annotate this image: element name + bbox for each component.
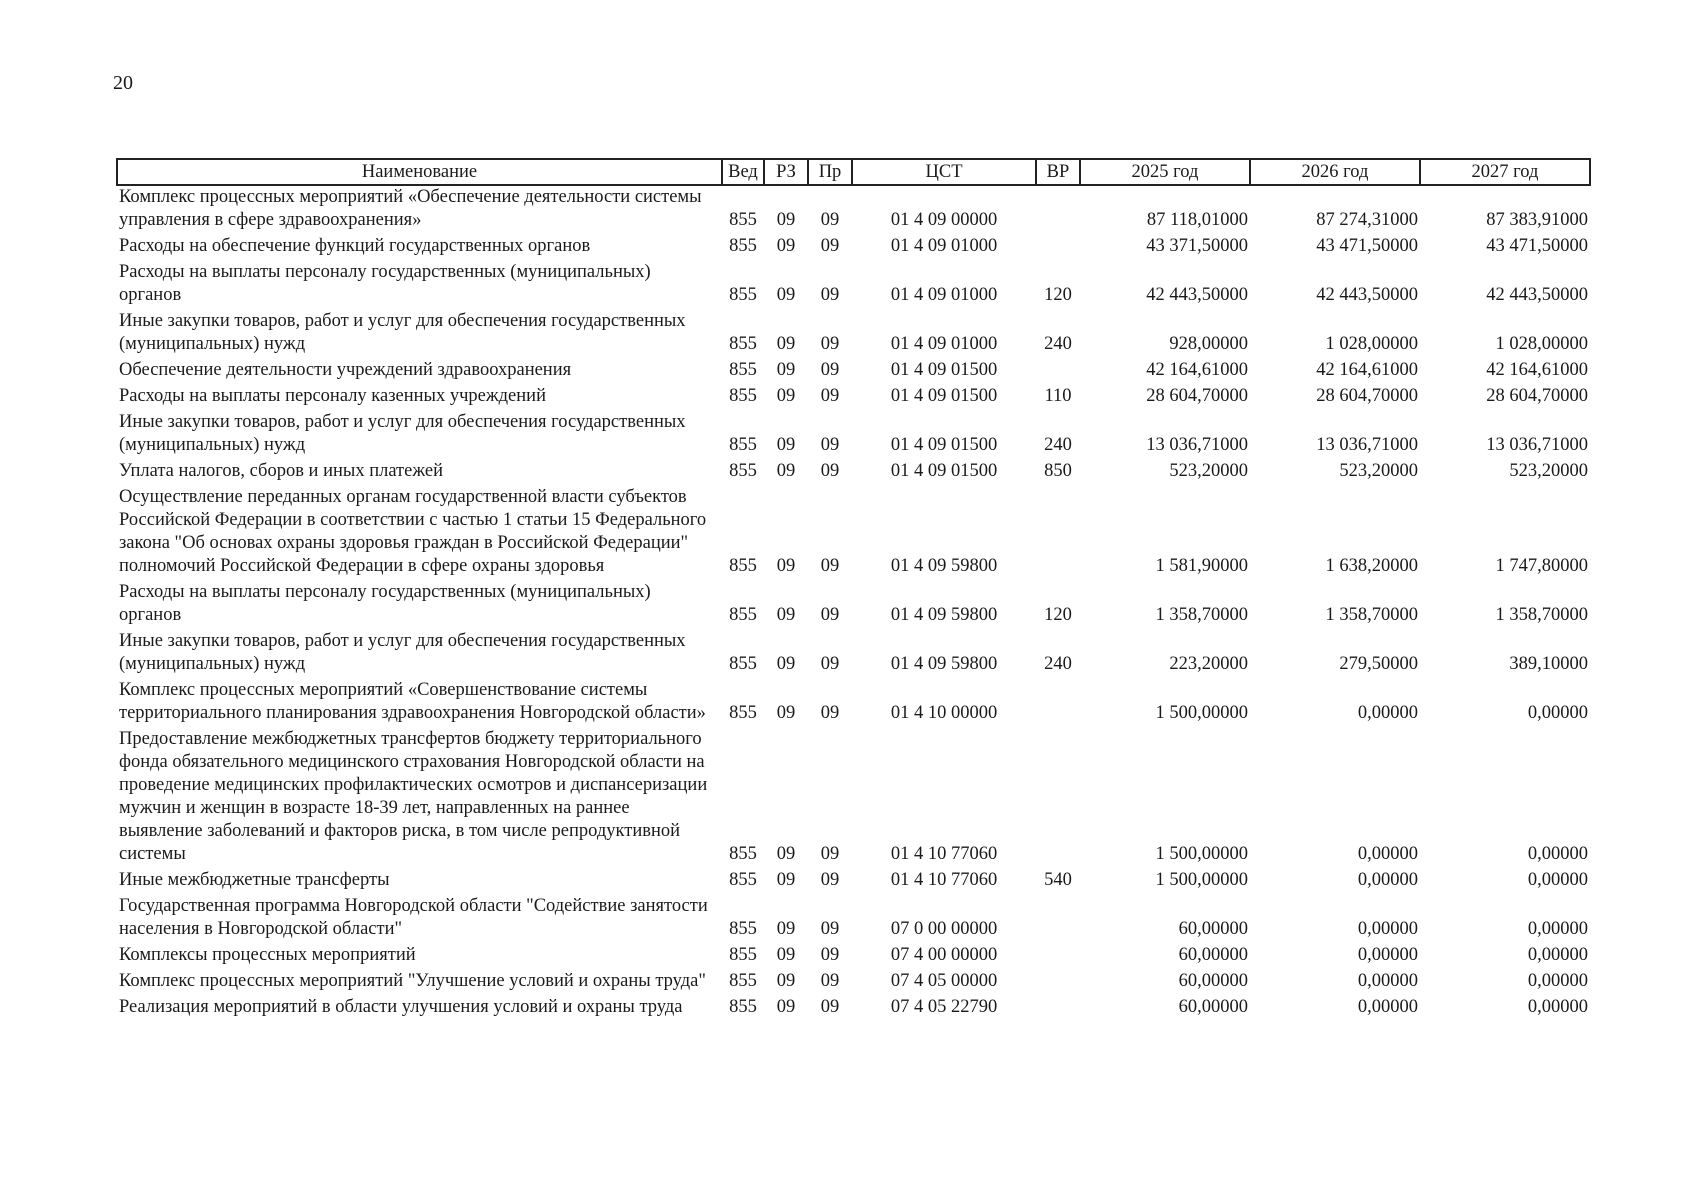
table-row (117, 457, 1590, 483)
row-rz-cell: 09 (776, 919, 796, 939)
row-ved-cell: 855 (729, 285, 757, 305)
header-name: Наименование (117, 159, 722, 185)
row-2027-cell: 0,00000 (1527, 997, 1588, 1017)
row-name-cell: Комплексы процессных мероприятий (119, 945, 416, 965)
row-cst-cell: 01 4 10 00000 (890, 703, 998, 723)
row-ved-cell: 855 (729, 654, 757, 674)
row-2027-cell: 87 383,91000 (1486, 210, 1588, 230)
table-row (117, 483, 1590, 578)
row-ved-cell: 855 (729, 605, 757, 625)
row-rz-cell: 09 (776, 360, 796, 380)
table-row (117, 627, 1590, 676)
row-pr-cell: 09 (820, 461, 840, 481)
row-2025-cell: 1 358,70000 (1155, 605, 1248, 625)
row-vr-cell (1036, 483, 1080, 578)
row-ved-cell: 855 (729, 386, 757, 406)
row-2027-cell: 0,00000 (1527, 844, 1588, 864)
table-row (117, 866, 1590, 892)
row-rz-cell: 09 (776, 334, 796, 354)
row-ved-cell: 855 (729, 236, 757, 256)
row-vr-cell (1036, 967, 1080, 993)
row-2025-cell: 928,00000 (1169, 334, 1248, 354)
row-2026-cell: 0,00000 (1357, 945, 1418, 965)
row-2026-cell: 0,00000 (1357, 870, 1418, 890)
row-ved-cell: 855 (729, 435, 757, 455)
row-2026-cell: 0,00000 (1357, 971, 1418, 991)
table-row (117, 307, 1590, 356)
row-2025-cell: 1 500,00000 (1155, 703, 1248, 723)
header-2026: 2026 год (1250, 159, 1420, 185)
row-2025-cell: 28 604,70000 (1146, 386, 1248, 406)
row-2027-cell: 28 604,70000 (1486, 386, 1588, 406)
row-2026-cell: 0,00000 (1357, 997, 1418, 1017)
table-row (117, 676, 1590, 725)
row-2025-cell: 1 500,00000 (1155, 844, 1248, 864)
row-rz-cell: 09 (776, 971, 796, 991)
row-2026-cell: 279,50000 (1339, 654, 1418, 674)
row-rz-cell: 09 (776, 844, 796, 864)
row-vr-cell (1036, 993, 1080, 1019)
table-row (117, 356, 1590, 382)
row-cst-cell: 01 4 09 01000 (890, 236, 998, 256)
row-ved-cell: 855 (729, 461, 757, 481)
row-pr-cell: 09 (820, 605, 840, 625)
row-2027-cell: 1 747,80000 (1495, 556, 1588, 576)
row-pr-cell: 09 (820, 997, 840, 1017)
row-2027-cell: 0,00000 (1527, 971, 1588, 991)
row-ved-cell: 855 (729, 210, 757, 230)
row-pr-cell: 09 (820, 654, 840, 674)
header-pr: Пр (808, 159, 852, 185)
row-pr-cell: 09 (820, 870, 840, 890)
row-rz-cell: 09 (776, 654, 796, 674)
row-name-cell: Расходы на обеспечение функций государственных органов (119, 236, 591, 256)
row-name-cell: Комплекс процессных мероприятий «Совершенствование системы территориального планирования здравоохранения Новгородской области» (119, 680, 706, 723)
table-row (117, 185, 1590, 232)
row-2027-cell: 0,00000 (1527, 870, 1588, 890)
row-pr-cell: 09 (820, 556, 840, 576)
row-name-cell: Реализация мероприятий в области улучшения условий и охраны труда (119, 997, 683, 1017)
row-vr-cell: 110 (1044, 386, 1072, 406)
row-2027-cell: 0,00000 (1527, 703, 1588, 723)
row-2026-cell: 28 604,70000 (1316, 386, 1418, 406)
row-pr-cell: 09 (820, 435, 840, 455)
table-row (117, 578, 1590, 627)
row-2026-cell: 0,00000 (1357, 703, 1418, 723)
row-2027-cell: 13 036,71000 (1486, 435, 1588, 455)
row-2025-cell: 223,20000 (1169, 654, 1248, 674)
row-rz-cell: 09 (776, 386, 796, 406)
row-2026-cell: 523,20000 (1339, 461, 1418, 481)
row-cst-cell: 01 4 10 77060 (890, 844, 998, 864)
row-2026-cell: 87 274,31000 (1316, 210, 1418, 230)
row-2026-cell: 42 443,50000 (1316, 285, 1418, 305)
row-2025-cell: 60,00000 (1178, 971, 1248, 991)
row-rz-cell: 09 (776, 997, 796, 1017)
row-ved-cell: 855 (729, 360, 757, 380)
row-ved-cell: 855 (729, 334, 757, 354)
row-cst-cell: 01 4 09 59800 (890, 654, 998, 674)
row-cst-cell: 01 4 09 01500 (890, 360, 998, 380)
row-cst-cell: 01 4 09 00000 (890, 210, 998, 230)
row-ved-cell: 855 (729, 945, 757, 965)
row-2026-cell: 13 036,71000 (1316, 435, 1418, 455)
row-ved-cell: 855 (729, 919, 757, 939)
row-cst-cell: 01 4 10 77060 (890, 870, 998, 890)
header-2025: 2025 год (1080, 159, 1250, 185)
table-row (117, 382, 1590, 408)
header-rz: РЗ (764, 159, 808, 185)
row-name-cell: Осуществление переданных органам государственной власти субъектов Российской Федерации в соответствии с частью 1 статьи 15 Федерального закона "Об основах охраны здоровья граждан в Российской Федерации" полномочий Российской Федерации в сфере охраны здоровья (119, 487, 707, 576)
row-2026-cell: 0,00000 (1357, 844, 1418, 864)
row-pr-cell: 09 (820, 844, 840, 864)
row-name-cell: Иные межбюджетные трансферты (119, 870, 390, 890)
row-name-cell: Расходы на выплаты персоналу государственных (муниципальных) органов (119, 262, 651, 305)
row-2025-cell: 1 581,90000 (1155, 556, 1248, 576)
row-2026-cell: 1 028,00000 (1325, 334, 1418, 354)
table-row (117, 941, 1590, 967)
row-vr-cell: 850 (1044, 461, 1072, 481)
row-2025-cell: 43 371,50000 (1146, 236, 1248, 256)
row-rz-cell: 09 (776, 703, 796, 723)
row-name-cell: Комплекс процессных мероприятий "Улучшение условий и охраны труда" (119, 971, 706, 991)
header-vr: ВР (1036, 159, 1080, 185)
row-2025-cell: 60,00000 (1178, 919, 1248, 939)
row-rz-cell: 09 (776, 870, 796, 890)
row-2027-cell: 523,20000 (1509, 461, 1588, 481)
row-rz-cell: 09 (776, 945, 796, 965)
row-2025-cell: 42 443,50000 (1146, 285, 1248, 305)
table-row (117, 993, 1590, 1019)
row-pr-cell: 09 (820, 210, 840, 230)
table-row (117, 232, 1590, 258)
table-row (117, 408, 1590, 457)
table-header-row (117, 159, 1590, 185)
row-name-cell: Уплата налогов, сборов и иных платежей (119, 461, 444, 481)
row-2027-cell: 1 358,70000 (1495, 605, 1588, 625)
header-cst: ЦСТ (852, 159, 1036, 185)
row-cst-cell: 01 4 09 01500 (890, 461, 998, 481)
row-name-cell: Комплекс процессных мероприятий «Обеспечение деятельности системы управления в сфере здравоохранения» (119, 187, 702, 230)
row-cst-cell: 01 4 09 01000 (890, 334, 998, 354)
row-cst-cell: 01 4 09 59800 (890, 605, 998, 625)
row-ved-cell: 855 (729, 556, 757, 576)
row-vr-cell: 240 (1044, 654, 1072, 674)
row-name-cell: Иные закупки товаров, работ и услуг для обеспечения государственных (муниципальных) нужд (119, 311, 686, 354)
row-name-cell: Предоставление межбюджетных трансфертов бюджету территориального фонда обязательного медицинского страхования Новгородской области на проведение медицинских профилактических осмотров и диспансеризации мужчин и женщин в возрасте 18-39 лет, направленных на раннее выявление заболеваний и факторов риска, в том числе репродуктивной системы (119, 729, 708, 864)
page-number: 20 (113, 72, 133, 94)
row-2026-cell: 0,00000 (1357, 919, 1418, 939)
row-name-cell: Государственная программа Новгородской области "Содействие занятости населения в Новгородской области" (119, 896, 708, 939)
row-2027-cell: 0,00000 (1527, 919, 1588, 939)
row-vr-cell: 540 (1044, 870, 1072, 890)
row-rz-cell: 09 (776, 236, 796, 256)
row-2026-cell: 1 358,70000 (1325, 605, 1418, 625)
row-2027-cell: 42 443,50000 (1486, 285, 1588, 305)
row-name-cell: Расходы на выплаты персоналу государственных (муниципальных) органов (119, 582, 651, 625)
row-ved-cell: 855 (729, 971, 757, 991)
row-2025-cell: 523,20000 (1169, 461, 1248, 481)
budget-table (116, 158, 1591, 1019)
row-cst-cell: 07 0 00 00000 (890, 919, 998, 939)
row-pr-cell: 09 (820, 360, 840, 380)
row-rz-cell: 09 (776, 605, 796, 625)
row-pr-cell: 09 (820, 386, 840, 406)
row-vr-cell (1036, 892, 1080, 941)
row-ved-cell: 855 (729, 844, 757, 864)
row-rz-cell: 09 (776, 556, 796, 576)
row-pr-cell: 09 (820, 334, 840, 354)
table-row (117, 892, 1590, 941)
header-2027: 2027 год (1420, 159, 1590, 185)
row-cst-cell: 07 4 00 00000 (890, 945, 998, 965)
header-ved: Вед (722, 159, 764, 185)
row-2026-cell: 1 638,20000 (1325, 556, 1418, 576)
row-cst-cell: 01 4 09 01500 (890, 386, 998, 406)
row-cst-cell: 07 4 05 22790 (890, 997, 998, 1017)
row-cst-cell: 01 4 09 59800 (890, 556, 998, 576)
row-ved-cell: 855 (729, 870, 757, 890)
row-2027-cell: 0,00000 (1527, 945, 1588, 965)
row-name-cell: Обеспечение деятельности учреждений здравоохранения (119, 360, 572, 380)
row-pr-cell: 09 (820, 971, 840, 991)
row-2025-cell: 1 500,00000 (1155, 870, 1248, 890)
row-pr-cell: 09 (820, 703, 840, 723)
row-pr-cell: 09 (820, 236, 840, 256)
row-2027-cell: 389,10000 (1509, 654, 1588, 674)
row-vr-cell (1036, 232, 1080, 258)
row-name-cell: Расходы на выплаты персоналу казенных учреждений (119, 386, 546, 406)
row-rz-cell: 09 (776, 285, 796, 305)
row-2027-cell: 43 471,50000 (1486, 236, 1588, 256)
row-2027-cell: 1 028,00000 (1495, 334, 1588, 354)
row-2027-cell: 42 164,61000 (1486, 360, 1588, 380)
row-2025-cell: 60,00000 (1178, 997, 1248, 1017)
table-row (117, 725, 1590, 866)
table-row (117, 967, 1590, 993)
row-pr-cell: 09 (820, 919, 840, 939)
row-2026-cell: 43 471,50000 (1316, 236, 1418, 256)
row-vr-cell (1036, 185, 1080, 232)
row-2026-cell: 42 164,61000 (1316, 360, 1418, 380)
row-rz-cell: 09 (776, 210, 796, 230)
table-row (117, 258, 1590, 307)
row-pr-cell: 09 (820, 945, 840, 965)
row-rz-cell: 09 (776, 435, 796, 455)
row-cst-cell: 07 4 05 00000 (890, 971, 998, 991)
row-name-cell: Иные закупки товаров, работ и услуг для обеспечения государственных (муниципальных) нужд (119, 412, 686, 455)
row-2025-cell: 60,00000 (1178, 945, 1248, 965)
row-rz-cell: 09 (776, 461, 796, 481)
row-cst-cell: 01 4 09 01500 (890, 435, 998, 455)
row-name-cell: Иные закупки товаров, работ и услуг для обеспечения государственных (муниципальных) нужд (119, 631, 686, 674)
row-vr-cell (1036, 676, 1080, 725)
table-body (117, 185, 1590, 1019)
row-2025-cell: 87 118,01000 (1146, 210, 1248, 230)
row-ved-cell: 855 (729, 703, 757, 723)
row-cst-cell: 01 4 09 01000 (890, 285, 998, 305)
row-pr-cell: 09 (820, 285, 840, 305)
row-vr-cell: 120 (1044, 605, 1072, 625)
row-vr-cell (1036, 725, 1080, 866)
row-vr-cell (1036, 356, 1080, 382)
row-vr-cell: 120 (1044, 285, 1072, 305)
row-2025-cell: 13 036,71000 (1146, 435, 1248, 455)
row-vr-cell (1036, 941, 1080, 967)
row-2025-cell: 42 164,61000 (1146, 360, 1248, 380)
row-ved-cell: 855 (729, 997, 757, 1017)
row-vr-cell: 240 (1044, 334, 1072, 354)
row-vr-cell: 240 (1044, 435, 1072, 455)
